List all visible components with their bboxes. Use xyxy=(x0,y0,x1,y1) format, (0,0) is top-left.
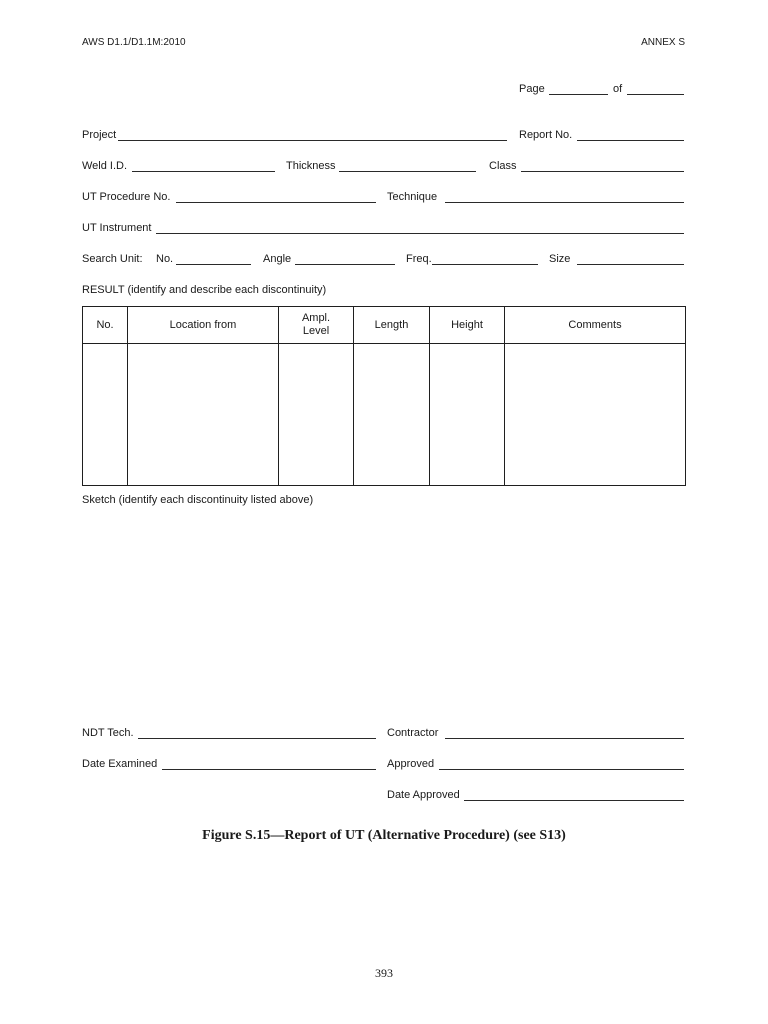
column-header-no: No. xyxy=(83,307,128,344)
figure-caption: Figure S.15—Report of UT (Alternative Procedure) (see S13) xyxy=(202,828,566,843)
project-label: Project xyxy=(82,129,117,141)
cell-height[interactable] xyxy=(430,344,505,486)
size-label: Size xyxy=(549,253,571,265)
report-no-label: Report No. xyxy=(519,129,573,141)
approved-label: Approved xyxy=(387,758,435,770)
search-unit-no-field[interactable] xyxy=(176,264,251,265)
cell-length[interactable] xyxy=(354,344,430,486)
class-field[interactable] xyxy=(521,171,684,172)
date-approved-label: Date Approved xyxy=(387,789,460,801)
result-table-header-row xyxy=(83,307,686,344)
ndt-tech-field[interactable] xyxy=(138,738,376,739)
technique-field[interactable] xyxy=(445,202,684,203)
contractor-label: Contractor xyxy=(387,727,439,739)
report-no-field[interactable] xyxy=(577,140,684,141)
date-examined-label: Date Examined xyxy=(82,758,158,770)
angle-label: Angle xyxy=(263,253,292,265)
page-label: Page xyxy=(519,83,545,95)
page-number-field[interactable] xyxy=(549,94,608,95)
thickness-label: Thickness xyxy=(286,160,336,172)
ut-procedure-no-label: UT Procedure No. xyxy=(82,191,171,203)
technique-label: Technique xyxy=(387,191,438,203)
of-label: of xyxy=(613,83,623,95)
table-row xyxy=(83,344,686,486)
thickness-field[interactable] xyxy=(339,171,476,172)
cell-no[interactable] xyxy=(83,344,128,486)
result-label: RESULT (identify and describe each discontinuity) xyxy=(82,284,327,296)
freq-field[interactable] xyxy=(432,264,538,265)
date-approved-field[interactable] xyxy=(464,800,684,801)
ndt-tech-label: NDT Tech. xyxy=(82,727,134,739)
ut-instrument-label: UT Instrument xyxy=(82,222,152,234)
header-annex-label: ANNEX S xyxy=(641,37,685,48)
column-header-comments: Comments xyxy=(505,307,686,344)
ut-procedure-no-field[interactable] xyxy=(176,202,376,203)
search-unit-label: Search Unit: xyxy=(82,253,143,265)
size-field[interactable] xyxy=(577,264,684,265)
column-header-ampl-level: Ampl. Level xyxy=(279,307,354,344)
weld-id-label: Weld I.D. xyxy=(82,160,128,172)
project-field[interactable] xyxy=(118,140,507,141)
class-label: Class xyxy=(489,160,517,172)
contractor-field[interactable] xyxy=(445,738,684,739)
sketch-label: Sketch (identify each discontinuity listed above) xyxy=(82,494,314,506)
date-examined-field[interactable] xyxy=(162,769,376,770)
cell-comments[interactable] xyxy=(505,344,686,486)
column-header-height: Height xyxy=(430,307,505,344)
header-standard-id: AWS D1.1/D1.1M:2010 xyxy=(82,37,186,48)
cell-location-from[interactable] xyxy=(128,344,279,486)
approved-field[interactable] xyxy=(439,769,684,770)
column-header-length: Length xyxy=(354,307,430,344)
page-number: 393 xyxy=(375,966,393,980)
freq-label: Freq. xyxy=(406,253,432,265)
column-header-location-from: Location from xyxy=(128,307,279,344)
weld-id-field[interactable] xyxy=(132,171,275,172)
cell-ampl-level[interactable] xyxy=(279,344,354,486)
result-table xyxy=(82,306,686,486)
angle-field[interactable] xyxy=(295,264,395,265)
sketch-area[interactable] xyxy=(82,512,685,712)
page-total-field[interactable] xyxy=(627,94,684,95)
ut-instrument-field[interactable] xyxy=(156,233,684,234)
search-unit-no-label: No. xyxy=(156,253,174,265)
